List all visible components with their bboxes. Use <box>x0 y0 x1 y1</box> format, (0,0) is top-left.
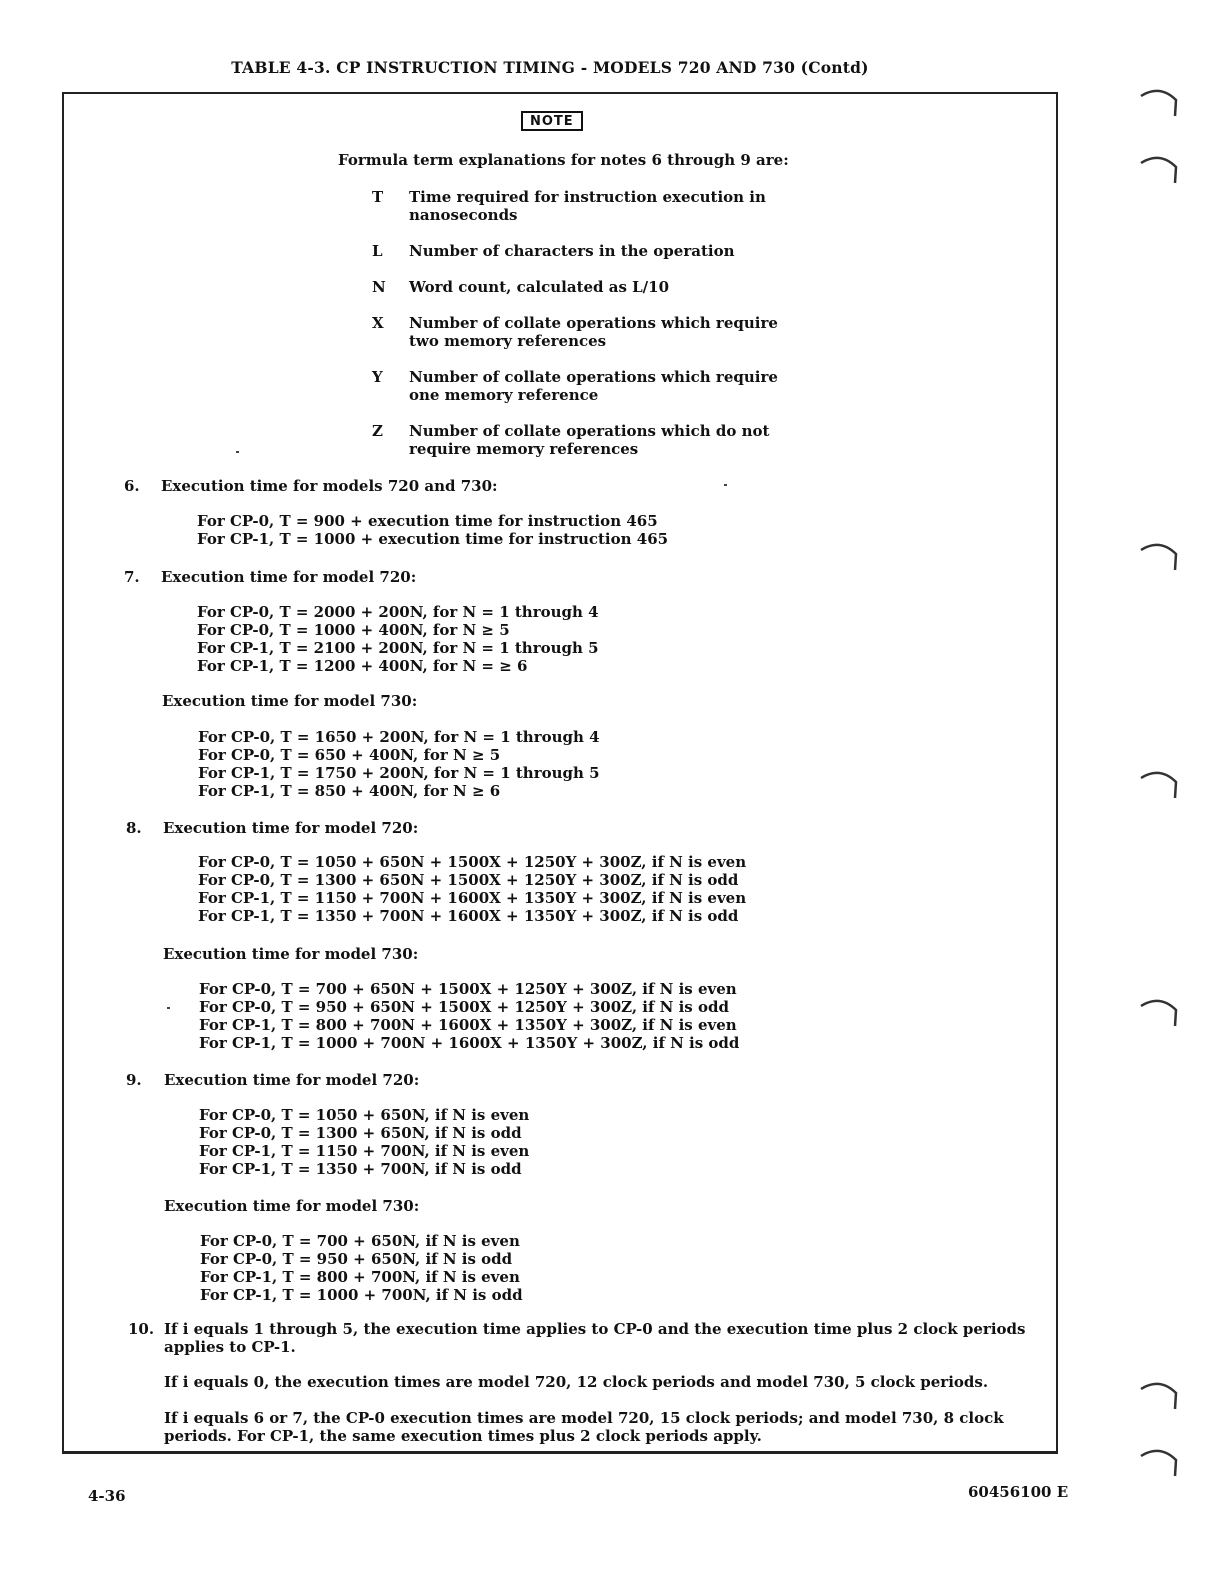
formula-line: For CP-1, T = 1150 + 700N + 1600X + 1350Y + 300Z, if N is even <box>198 889 747 907</box>
binding-ring-mark <box>1138 86 1180 122</box>
formula-line: For CP-0, T = 1650 + 200N, for N = 1 through 4 <box>198 728 600 746</box>
formula-line: For CP-0, T = 950 + 650N + 1500X + 1250Y + 300Z, if N is odd <box>199 998 729 1016</box>
formula-line: For CP-0, T = 700 + 650N, if N is even <box>200 1232 520 1250</box>
formula-line: For CP-0, T = 650 + 400N, for N ≥ 5 <box>198 746 501 764</box>
scan-speck <box>167 1007 170 1009</box>
note-7-lines-730 <box>198 728 600 800</box>
term-row <box>372 422 809 458</box>
formula-line: For CP-0, T = 1050 + 650N, if N is even <box>199 1106 530 1124</box>
term-text: Number of collate operations which require two memory references <box>409 314 778 350</box>
term-text: Word count, calculated as L/10 <box>409 278 670 296</box>
binding-ring-mark <box>1138 540 1180 576</box>
scan-speck <box>724 484 727 486</box>
formula-line: For CP-1, T = 1350 + 700N, if N is odd <box>199 1160 522 1178</box>
binding-ring-mark <box>1138 153 1180 189</box>
term-key: N <box>372 278 386 296</box>
formula-line: For CP-1, T = 800 + 700N + 1600X + 1350Y + 300Z, if N is even <box>199 1016 737 1034</box>
note-7-number: 7. <box>124 568 140 586</box>
formula-line: For CP-1, T = 1000 + 700N + 1600X + 1350Y + 300Z, if N is odd <box>199 1034 740 1052</box>
term-row <box>372 314 809 350</box>
note-6-heading: Execution time for models 720 and 730: <box>161 477 498 495</box>
term-key: Y <box>372 368 383 386</box>
formula-line: For CP-1, T = 1350 + 700N + 1600X + 1350Y + 300Z, if N is odd <box>198 907 739 925</box>
document-number: 60456100 E <box>968 1483 1069 1501</box>
note-10-paragraph: If i equals 1 through 5, the execution time applies to CP-0 and the execution time plus 2 clock periods applies to CP-1. <box>164 1320 1026 1356</box>
term-key: X <box>372 314 384 332</box>
term-text: Number of characters in the operation <box>409 242 735 260</box>
formula-line: For CP-0, T = 950 + 650N, if N is odd <box>200 1250 513 1268</box>
note-intro: Formula term explanations for notes 6 through 9 are: <box>338 151 789 169</box>
formula-line: For CP-1, T = 1000 + execution time for instruction 465 <box>197 530 669 548</box>
term-key: T <box>372 188 384 206</box>
page-number: 4-36 <box>88 1487 126 1505</box>
term-row <box>372 242 809 260</box>
term-text: Number of collate operations which do not require memory references <box>409 422 770 458</box>
note-label: NOTE <box>521 111 583 131</box>
formula-line: For CP-0, T = 2000 + 200N, for N = 1 through 4 <box>197 603 599 621</box>
note-7-lines-720 <box>197 603 599 675</box>
formula-line: For CP-1, T = 1200 + 400N, for N = ≥ 6 <box>197 657 528 675</box>
scan-speck <box>236 451 239 453</box>
note-9-lines-720 <box>199 1106 529 1178</box>
table-title: TABLE 4-3. CP INSTRUCTION TIMING - MODELS 720 AND 730 (Contd) <box>231 58 869 77</box>
binding-ring-mark <box>1138 1446 1180 1482</box>
note-9-heading-720: Execution time for model 720: <box>164 1071 420 1089</box>
term-row <box>372 278 809 296</box>
formula-line: For CP-0, T = 700 + 650N + 1500X + 1250Y + 300Z, if N is even <box>199 980 737 998</box>
term-text: Number of collate operations which require one memory reference <box>409 368 778 404</box>
note-8-lines-730 <box>199 980 739 1052</box>
note-9-lines-730 <box>200 1232 523 1304</box>
note-6-lines <box>197 512 668 548</box>
note-6-number: 6. <box>124 477 140 495</box>
formula-line: For CP-1, T = 1150 + 700N, if N is even <box>199 1142 530 1160</box>
formula-line: For CP-0, T = 1000 + 400N, for N ≥ 5 <box>197 621 510 639</box>
formula-line: For CP-1, T = 1750 + 200N, for N = 1 through 5 <box>198 764 600 782</box>
note-9-number: 9. <box>126 1071 142 1089</box>
binding-ring-mark <box>1138 1379 1180 1415</box>
formula-line: For CP-0, T = 1300 + 650N, if N is odd <box>199 1124 522 1142</box>
term-text: Time required for instruction execution in nanoseconds <box>409 188 766 224</box>
binding-ring-mark <box>1138 768 1180 804</box>
note-7-heading-720: Execution time for model 720: <box>161 568 417 586</box>
formula-line: For CP-1, T = 850 + 400N, for N ≥ 6 <box>198 782 501 800</box>
note-10-paragraph: If i equals 0, the execution times are model 720, 12 clock periods and model 730, 5 clock periods. <box>164 1373 989 1391</box>
note-10-paragraph: If i equals 6 or 7, the CP-0 execution times are model 720, 15 clock periods; and model 730, 8 clock periods. For CP-1, the same execution times plus 2 clock periods apply. <box>164 1409 1004 1445</box>
note-7-heading-730: Execution time for model 730: <box>162 692 418 710</box>
note-10-number: 10. <box>128 1320 155 1338</box>
formula-line: For CP-0, T = 900 + execution time for instruction 465 <box>197 512 658 530</box>
formula-line: For CP-0, T = 1050 + 650N + 1500X + 1250Y + 300Z, if N is even <box>198 853 747 871</box>
note-8-number: 8. <box>126 819 142 837</box>
term-key: L <box>372 242 383 260</box>
formula-line: For CP-1, T = 2100 + 200N, for N = 1 through 5 <box>197 639 599 657</box>
note-9-heading-730: Execution time for model 730: <box>164 1197 420 1215</box>
term-row <box>372 368 809 404</box>
formula-line: For CP-1, T = 1000 + 700N, if N is odd <box>200 1286 523 1304</box>
note-8-lines-720 <box>198 853 746 925</box>
formula-line: For CP-1, T = 800 + 700N, if N is even <box>200 1268 520 1286</box>
binding-ring-mark <box>1138 996 1180 1032</box>
formula-line: For CP-0, T = 1300 + 650N + 1500X + 1250Y + 300Z, if N is odd <box>198 871 739 889</box>
term-key: Z <box>372 422 383 440</box>
term-row <box>372 188 809 224</box>
note-8-heading-720: Execution time for model 720: <box>163 819 419 837</box>
note-8-heading-730: Execution time for model 730: <box>163 945 419 963</box>
